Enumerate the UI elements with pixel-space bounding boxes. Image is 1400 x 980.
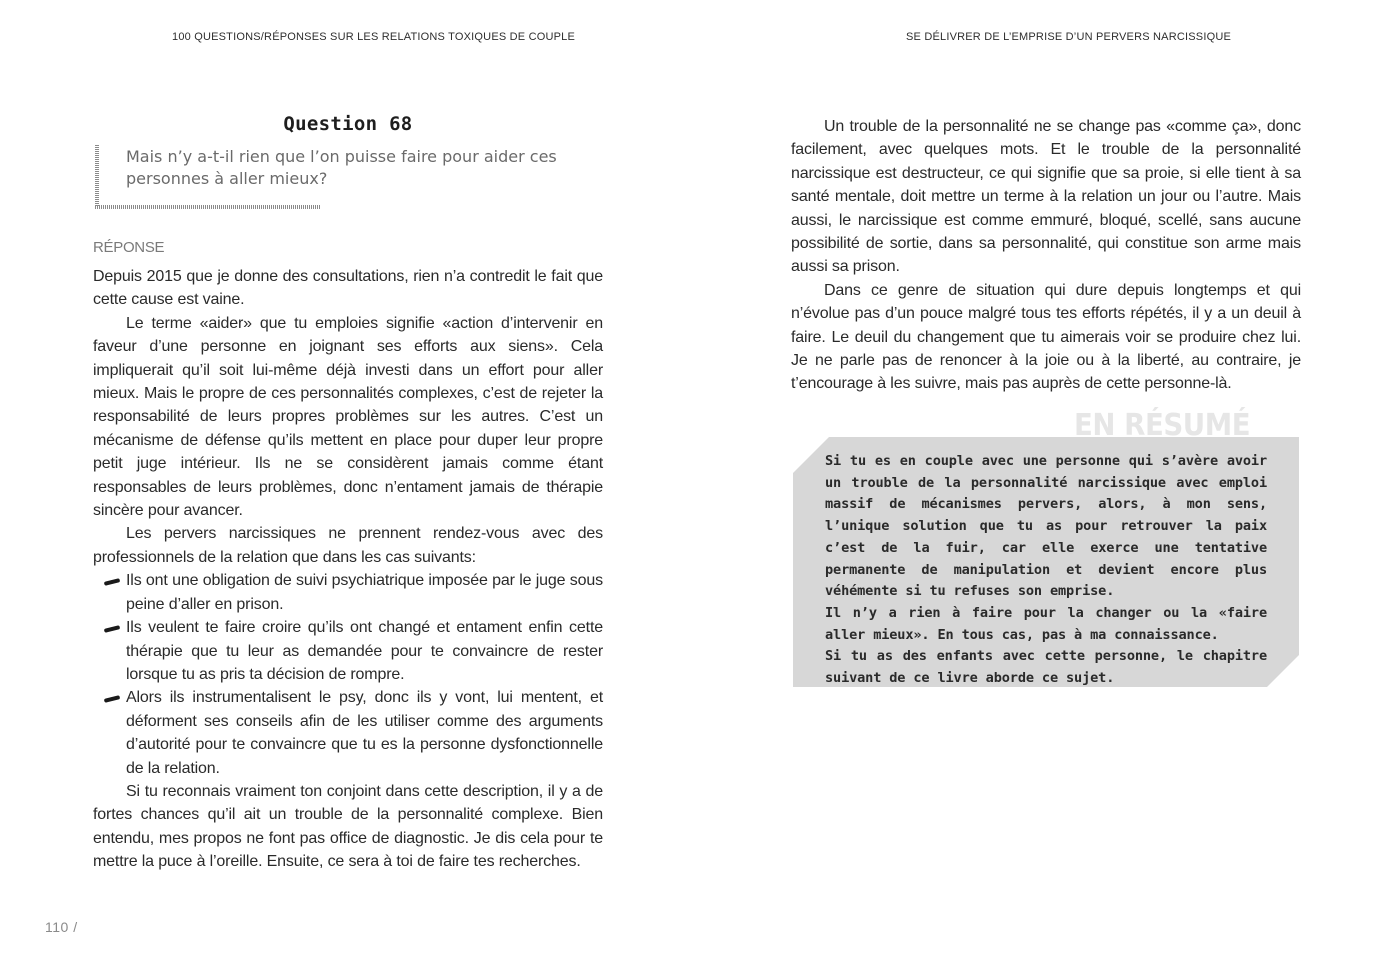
right-running-header: SE DÉLIVRER DE L’EMPRISE D’UN PERVERS NARCISSIQUE [906,31,1232,43]
bullet-text: Ils veulent te faire croire qu’ils ont changé et entament enfin cette thérapie que tu leur as demandée pour te convaincre de rester lorsque tu as pris ta décision de rompre. [126,619,603,683]
answer-paragraph-3: Les pervers narcissiques ne prennent rendez-vous avec des professionnels de la relation que dans les cas suivants: [93,525,603,566]
question-frame-bottom-rule [95,205,321,209]
bullet-item [93,616,603,686]
summary-line-3: Si tu as des enfants avec cette personne, le chapitre suivant de ce livre aborde ce sujet. [825,648,1267,687]
right-page [700,0,1400,980]
page-number: 110 / [45,919,78,935]
bullet-text: Alors ils instrumentalisent le psy, donc ils y vont, lui mentent, et déforment ses conseils afin de les utiliser comme des arguments d’autorité pour te convaincre que tu es la personne dysfonctionnelle de la relation. [126,689,603,777]
continued-paragraph-1: Un trouble de la personnalité ne se change pas «comme ça», donc facilement, avec quelques mots. Et le trouble de la personnalité narcissique est destructeur, ce qui signifie que sa proie, si elle tient à sa santé mentale, doit mettre un terme à la relation un jour ou l’autre. Mais aussi, le narcissique est comme emmuré, bloqué, scellé, sans aucune possibilité de sortie, dans sa personnalité, qui constitue son arme mais aussi sa prison. [791,118,1301,276]
answer-paragraph-4: Si tu reconnais vraiment ton conjoint dans cette description, il y a de fortes chances qu’il ait un trouble de la personnalité complexe. Bien entendu, mes propos ne font pas office de diagnostic. Je dis cela pour te mettre la puce à l’oreille. Ensuite, ce sera à toi de faire tes recherches. [93,782,603,871]
answer-paragraph-1: Depuis 2015 que je donne des consultations, rien n’a contredit le fait que cette cause est vaine. [93,268,603,309]
continued-paragraph-2: Dans ce genre de situation qui dure depuis longtemps et qui n’évolue pas d’un pouce malgré tous tes efforts répétés, il y a un deuil à faire. Le deuil du changement que tu aimerais voir se produire chez lui. Je ne parle pas de renoncer à la joie ou à la liberté, au contraire, je t’encourage à les suivre, mais pas auprès de cette personne-là. [791,281,1301,393]
dash-bullet-icon [104,695,120,703]
bullet-list [93,569,603,780]
answer-body [93,265,603,874]
question-title: Question 68 [283,113,413,135]
question-frame-left-rule [95,145,99,207]
continued-body [791,115,1301,396]
summary-line-1: Si tu es en couple avec une personne qui s’avère avoir un trouble de la personnalité narcissique avec emploi massif de mécanismes pervers, alors, à mon sens, l’unique solution que tu as pour retrouver la paix c’est de la fuir, car elle exerce une tentative permanente de manipulation et devient encore plus véhémente si tu refuses son emprise. [825,453,1267,600]
dash-bullet-icon [104,625,120,633]
summary-text [825,451,1267,690]
left-running-header: 100 QUESTIONS/RÉPONSES SUR LES RELATIONS TOXIQUES DE COUPLE [172,31,576,43]
summary-heading: EN RÉSUMÉ [1074,408,1251,443]
answer-paragraph-2: Le terme «aider» que tu emploies signifie «action d’intervenir en faveur d’une personne en joignant ses efforts aux siens». Cela impliquerait qu’il soit lui-même déjà investi dans un effort pour aller mieux. Mais le propre de ces personnalités complexes, c’est de rejeter la responsabilité de leurs propres problèmes sur les autres. C’est un mécanisme de défense qu’ils mettent en place pour duper leur propre petit juge intérieur. Ils ne se considèrent jamais comme étant responsables de leurs problèmes, donc n’entament jamais de thérapie sincère pour avancer. [93,314,603,520]
question-text: Mais n’y a-t-il rien que l’on puisse faire pour aider ces personnes à aller mieux? [126,147,557,188]
bullet-text: Ils ont une obligation de suivi psychiatrique imposée par le juge sous peine d’aller en prison. [126,572,603,613]
dash-bullet-icon [104,578,120,586]
bullet-item [93,569,603,616]
answer-label: RÉPONSE [93,239,165,256]
summary-line-2: Il n’y a rien à faire pour la changer ou la «faire aller mieux». En tous cas, pas à ma connaissance. [825,604,1267,643]
bullet-item [93,686,603,780]
